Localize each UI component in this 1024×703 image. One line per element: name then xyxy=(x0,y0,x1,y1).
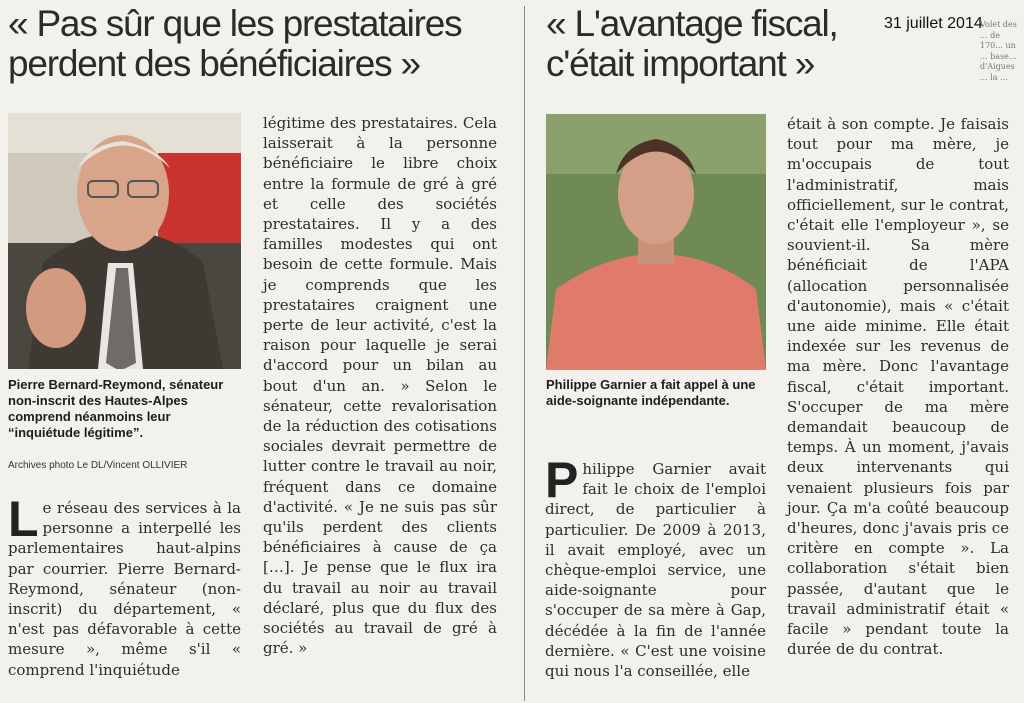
right-article-column-1 xyxy=(545,452,766,681)
right-article-column-2 xyxy=(787,114,1009,659)
right-article-col3-text: hilippe Garnier avait fait le choix de l'emploi direct, de particulier à particulier. De 2009 à 2013, il avait employé, avec un chèque-emploi service, une aide-soignante pour s'occuper de sa mère à Gap, décédée à la fin de l'année dernière. « C'est une voisine qui nous l'a conseillée, elle xyxy=(545,460,766,681)
column-divider xyxy=(524,6,525,701)
right-article-col4-text: était à son compte. Je faisais tout pour ma mère, je m'occupais de tout l'administratif, mais officiellement, sur le contrat, c'était elle l'employeur », se souvient-il. Sa mère bénéficiait de l'APA (allocation personnalisée d'autonomie), mais « c'était une aide minime. Elle était indexée sur les revenus de ma mère. Donc l'avantage fiscal, c'était important. S'occuper de ma mère demandait beaucoup de temps. À un moment, j'avais deux intervenants qui venaient plusieurs fois par jour. Ça m'a coûté beaucoup d'heures, donc j'avais pris ce critère en compte ». La collaboration s'était bien passée, d'autant que le travail administratif était « facile » pendant toute la durée de du contrat. xyxy=(787,115,1009,659)
senator-photo-illustration xyxy=(8,113,241,369)
right-headline: « L'avantage fiscal, c'était important » xyxy=(546,3,838,84)
adjacent-article-fragment: Volet des ... de 170... un ... base... d'Aigues ... la ... xyxy=(980,20,1017,82)
right-dropcap: P xyxy=(545,452,579,508)
senator-photo xyxy=(8,113,241,369)
left-article-column-2 xyxy=(263,113,497,658)
garnier-photo-illustration xyxy=(546,114,766,370)
left-headline: « Pas sûr que les prestataires perdent des bénéficiaires » xyxy=(8,3,462,84)
left-article-column-1 xyxy=(8,491,241,680)
publication-date: 31 juillet 2014 xyxy=(884,15,983,32)
left-article-col1-text: e réseau des services à la personne a interpellé les parlementaires haut-alpins par courrier. Pierre Bernard-Reymond, sénateur (non-inscrit) du département, « n'est pas défavorable à cette mesure », même s'il « comprend l'inquiétude xyxy=(8,499,241,679)
left-dropcap: L xyxy=(8,491,39,547)
senator-photo-caption: Pierre Bernard-Reymond, sénateur non-inscrit des Hautes-Alpes comprend néanmoins leur “inquiétude légitime”. xyxy=(8,377,224,440)
garnier-photo-caption: Philippe Garnier a fait appel à une aide-soignante indépendante. xyxy=(546,377,756,408)
garnier-photo xyxy=(546,114,766,370)
photo-credit: Archives photo Le DL/Vincent OLLIVIER xyxy=(8,460,188,471)
left-article-col2-text: légitime des prestataires. Cela laisserait à la personne bénéficiaire le libre choix entre la formule de gré à gré et celle des sociétés prestataires. Il y a des familles modestes qui ont besoin de cette formule. Mais je comprends que les prestataires craignent une perte de leur activité, c'est la raison pour laquelle je serai d'accord pour un bilan au bout d'un an. » Selon le sénateur, cette revalorisation de la réduction des cotisations sociales devrait permettre de lutter contre le travail au noir, fréquent dans ce domaine d'activité. « Je ne suis pas sûr qu'ils perdent des clients bénéficiaires à cause de ça […]. Je pense que le flux ira du travail au noir au travail déclaré, plus que du flux des sociétés au travail de gré à gré. » xyxy=(263,114,497,658)
